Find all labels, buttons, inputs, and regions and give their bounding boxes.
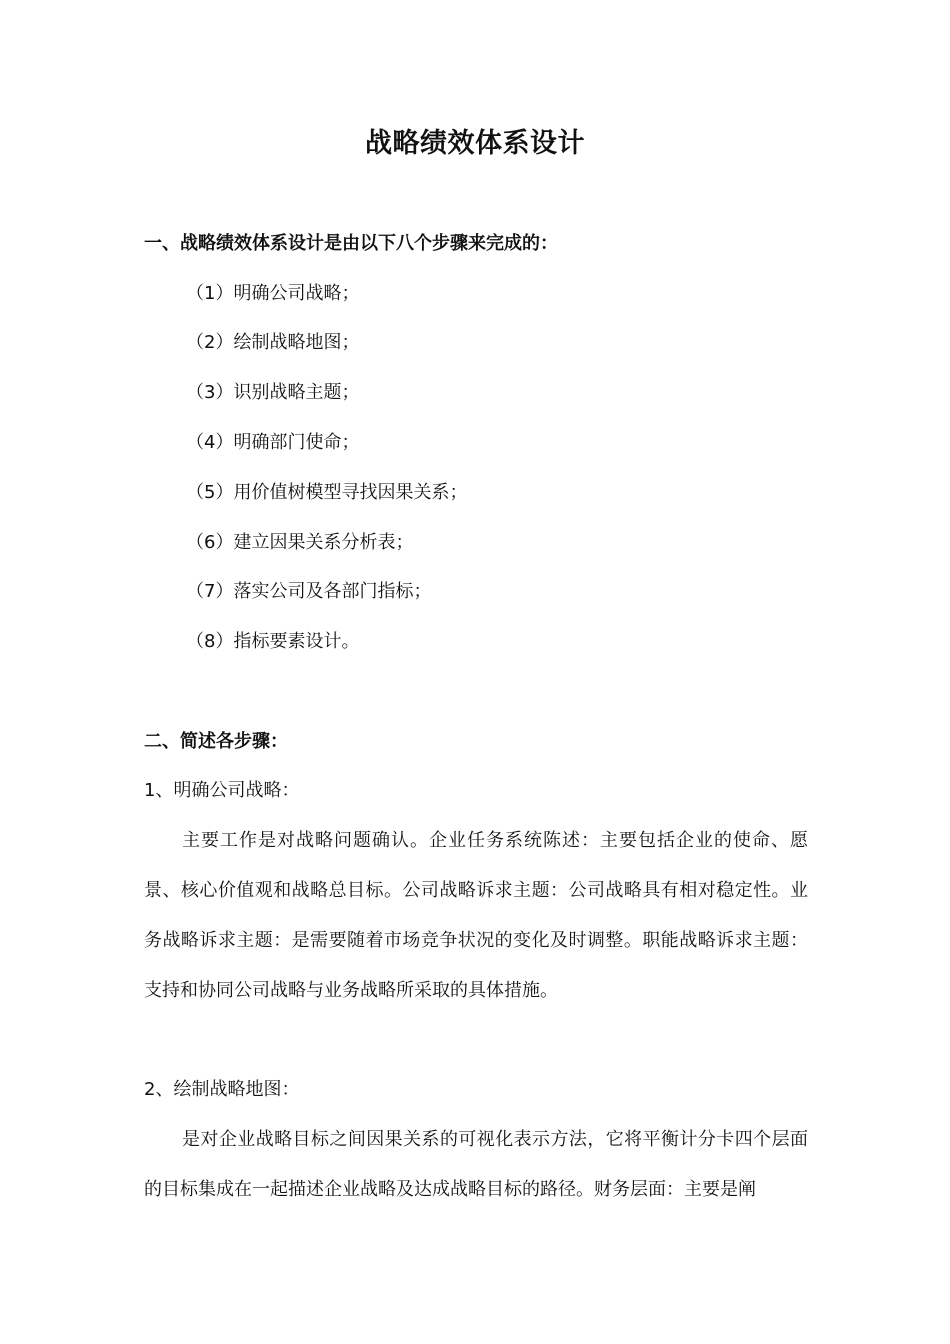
step-1-title: 1、明确公司战略： [144,780,300,801]
step-item-7: （7）落实公司及各部门指标； [186,581,432,602]
step-item-3: （3）识别战略主题； [186,382,360,403]
step-2-title: 2、绘制战略地图： [144,1079,300,1100]
step-item-1: （1）明确公司战略； [186,283,360,304]
step-2-body: 是对企业战略目标之间因果关系的可视化表示方法，它将平衡计分卡四个层面的目标集成在一起描述企业战略及达成战略目标的路径。财务层面：主要是阐 [144,1129,808,1200]
step-1-body: 主要工作是对战略问题确认。企业任务系统陈述：主要包括企业的使命、愿景、核心价值观和战略总目标。公司战略诉求主题：公司战略具有相对稳定性。业务战略诉求主题：是需要随着市场竞争状况的变化及时调整。职能战略诉求主题：支持和协同公司战略与业务战略所采取的具体措施。 [144,830,808,1001]
step-item-6: （6）建立因果关系分析表； [186,532,414,553]
section-1-heading: 一、战略绩效体系设计是由以下八个步骤来完成的： [144,233,558,254]
document-title: 战略绩效体系设计 [365,128,585,159]
section-2-heading: 二、简述各步骤： [144,731,288,752]
step-item-5: （5）用价值树模型寻找因果关系； [186,482,468,503]
step-item-8: （8）指标要素设计。 [186,631,360,652]
step-item-2: （2）绘制战略地图； [186,332,360,353]
step-item-4: （4）明确部门使命； [186,432,360,453]
